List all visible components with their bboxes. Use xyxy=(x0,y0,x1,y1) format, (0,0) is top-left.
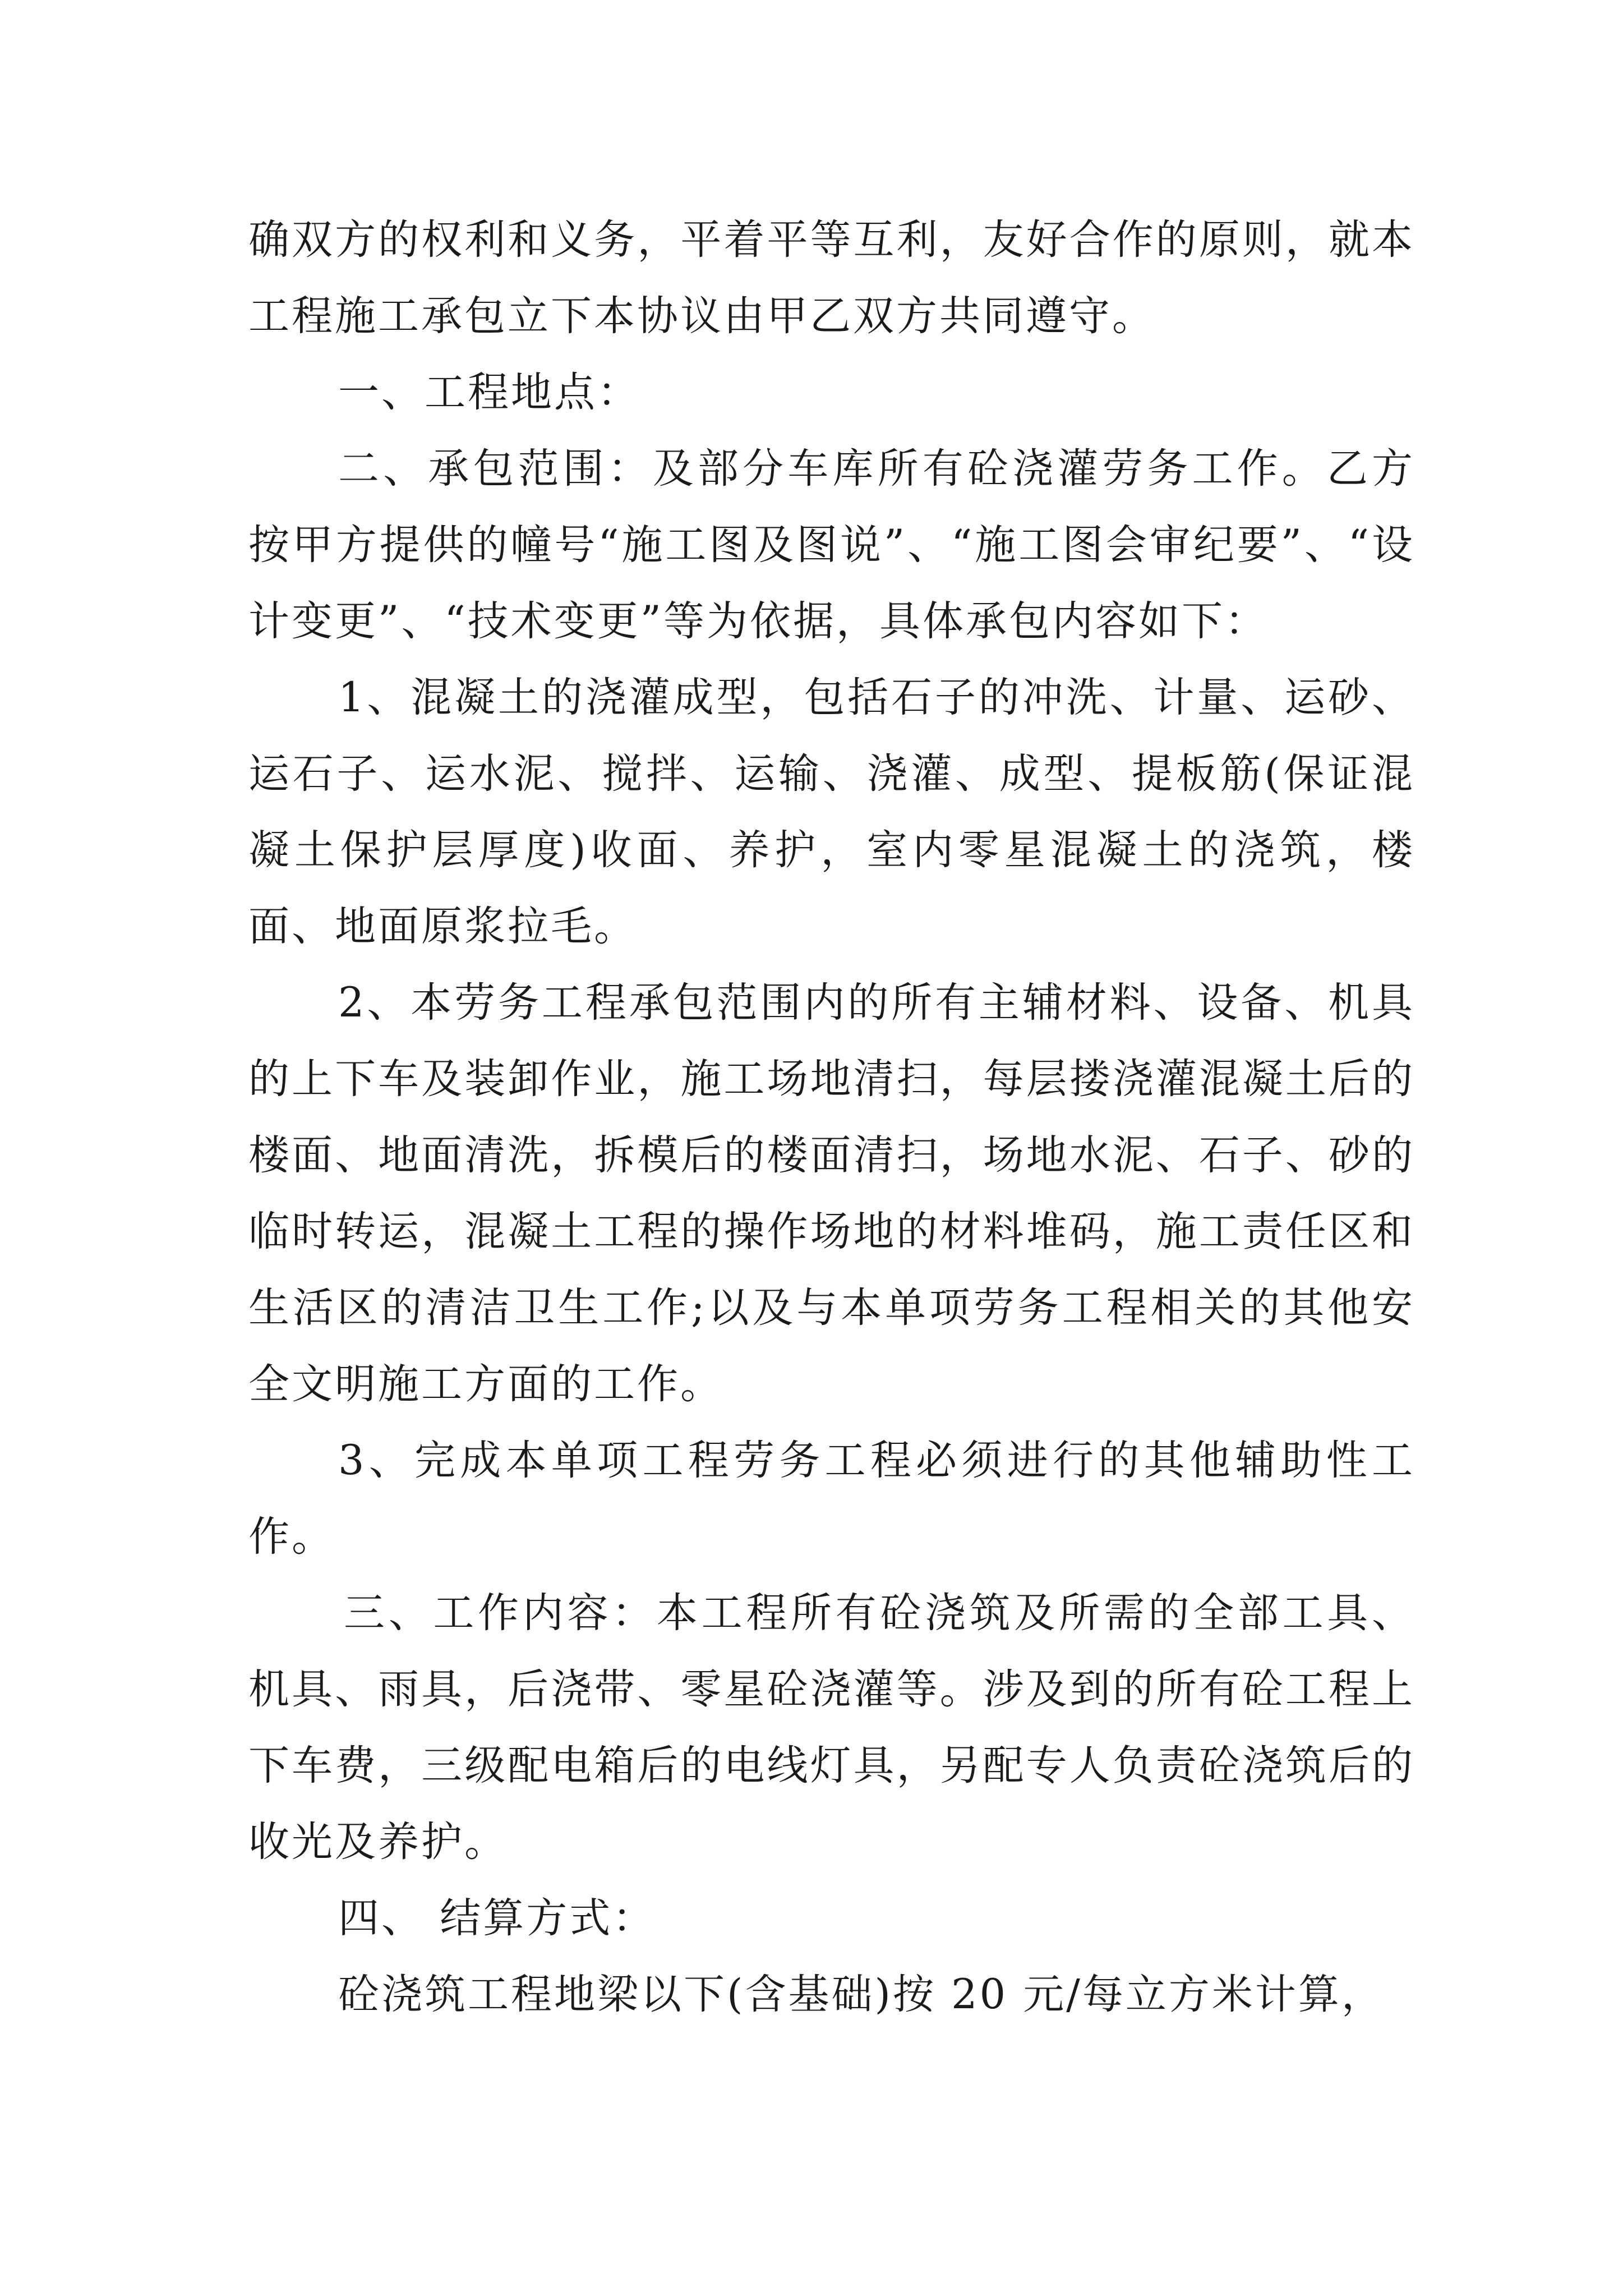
paragraph-item-2: 2、本劳务工程承包范围内的所有主辅材料、设备、机具的上下车及装卸作业，施工场地清扫，每层搂浇灌混凝土后的楼面、地面清洗，拆模后的楼面清扫，场地水泥、石子、砂的临时转运，混凝土工程的操作场地的材料堆码，施工责任区和生活区的清洁卫生工作;以及与本单项劳务工程相关的其他安全文明施工方面的工作。 xyxy=(248,979,1415,1408)
paragraph-section-3-work-content: 三、工作内容：本工程所有砼浇筑及所需的全部工具、机具、雨具，后浇带、零星砼浇灌等。涉及到的所有砼工程上下车费，三级配电箱后的电线灯具，另配专人负责砼浇筑后的收光及养护。 xyxy=(248,1589,1415,1866)
paragraph-item-3: 3、完成本单项工程劳务工程必须进行的其他辅助性工作。 xyxy=(248,1437,1415,1561)
paragraph-settlement-rate: 砼浇筑工程地梁以下(含基础)按 20 元/每立方米计算， xyxy=(338,1971,1385,2018)
paragraph-section-1-location: 一、工程地点： xyxy=(338,369,640,416)
paragraph-section-2-scope: 二、承包范围：及部分车库所有砼浇灌劳务工作。乙方按甲方提供的幢号“施工图及图说”、“施工图会审纪要”、“设计变更”、“技术变更”等为依据，具体承包内容如下： xyxy=(248,445,1415,645)
document-body xyxy=(248,202,1415,2033)
paragraph-item-1: 1、混凝土的浇灌成型，包括石子的冲洗、计量、运砂、运石子、运水泥、搅拌、运输、浇灌、成型、提板筋(保证混凝土保护层厚度)收面、养护，室内零星混凝土的浇筑，楼面、地面原浆拉毛。 xyxy=(248,674,1415,950)
paragraph-intro-continued: 确双方的权利和义务，平着平等互利，友好合作的原则，就本工程施工承包立下本协议由甲乙双方共同遵守。 xyxy=(248,216,1415,340)
paragraph-section-4-settlement: 四、 结算方式： xyxy=(338,1894,656,1942)
